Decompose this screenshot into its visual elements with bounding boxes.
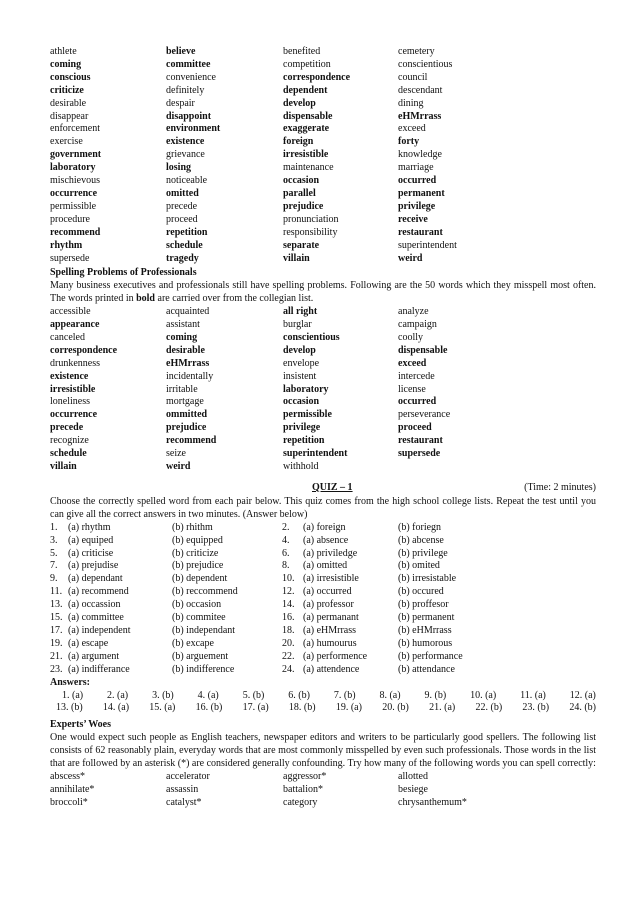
- option-a: (a) performence: [303, 650, 368, 662]
- option-b: (b) omited: [398, 560, 440, 572]
- word-cell: government: [50, 149, 102, 161]
- word-cell: assistant: [166, 319, 200, 331]
- question-number: 9.: [50, 573, 58, 585]
- word-cell: disappear: [50, 110, 89, 122]
- word-cell: mortgage: [166, 396, 204, 408]
- word-cell: tragedy: [166, 252, 199, 264]
- option-a: (a) priviledge: [303, 547, 358, 559]
- word-cell: rhythm: [50, 239, 83, 251]
- word-cell: broccoli*: [50, 796, 88, 808]
- word-list-collegian: [50, 46, 596, 265]
- word-list-professionals: [50, 306, 596, 474]
- word-row: [50, 358, 596, 371]
- word-row: [50, 422, 596, 435]
- word-cell: [398, 461, 596, 474]
- word-list-experts: [50, 771, 596, 810]
- question-number: 14.: [282, 599, 295, 611]
- word-row: [50, 371, 596, 384]
- word-cell: despair: [166, 97, 195, 109]
- option-b: (b) occasion: [172, 599, 222, 611]
- answer-item: 24. (b): [569, 702, 596, 714]
- word-cell: conscious: [50, 71, 91, 83]
- word-cell: drunkenness: [50, 357, 100, 369]
- quiz-row: [50, 638, 596, 651]
- word-row: [50, 435, 596, 448]
- word-cell: procedure: [50, 213, 90, 225]
- word-cell: villain: [50, 461, 77, 472]
- word-row: [50, 306, 596, 319]
- word-cell: develop: [283, 344, 316, 356]
- option-a: (a) occurred: [303, 586, 352, 598]
- word-cell: convenience: [166, 71, 216, 83]
- option-a: (a) irresistible: [303, 573, 359, 585]
- question-number: 6.: [282, 547, 290, 559]
- option-b: (b) humorous: [398, 637, 453, 649]
- word-cell: recommend: [166, 435, 217, 447]
- word-cell: laboratory: [283, 383, 329, 395]
- word-cell: assassin: [166, 783, 199, 795]
- word-cell: weird: [166, 461, 191, 472]
- question-number: 18.: [282, 624, 295, 636]
- option-b: (b) arguement: [172, 650, 229, 662]
- word-cell: losing: [166, 162, 192, 174]
- word-row: [50, 240, 596, 253]
- word-cell: prejudice: [166, 422, 207, 434]
- quiz-row: [50, 612, 596, 625]
- question-number: 11.: [50, 586, 63, 598]
- question-number: 3.: [50, 534, 58, 546]
- quiz-row: [50, 573, 596, 586]
- word-cell: withhold: [283, 461, 319, 472]
- answer-item: 9. (b): [424, 689, 447, 701]
- answer-item: 10. (a): [470, 689, 497, 701]
- question-number: 7.: [50, 560, 58, 572]
- word-cell: abscess*: [50, 770, 85, 782]
- option-a: (a) absence: [303, 534, 349, 546]
- option-a: (a) eHMrrass: [303, 624, 357, 636]
- option-b: (b) foriegn: [398, 521, 442, 533]
- word-cell: restaurant: [398, 226, 443, 238]
- word-row: [50, 797, 596, 810]
- option-a: (a) argument: [68, 650, 120, 662]
- word-row: [50, 72, 596, 85]
- word-row: [50, 201, 596, 214]
- word-row: [50, 175, 596, 188]
- word-row: [50, 396, 596, 409]
- word-cell: incidentally: [166, 370, 214, 382]
- word-cell: irresistible: [50, 383, 96, 395]
- quiz-title: QUIZ – 1: [312, 481, 353, 493]
- answers-row-2: [50, 702, 596, 715]
- section-heading-experts: Experts’ Woes: [50, 719, 112, 731]
- option-b: (b) privilege: [398, 547, 448, 559]
- word-cell: exceed: [398, 123, 426, 135]
- word-cell: besiege: [398, 783, 428, 795]
- option-b: (b) eHMrrass: [398, 624, 452, 636]
- option-b: (b) prejudice: [172, 560, 224, 572]
- word-cell: intercede: [398, 370, 435, 382]
- word-cell: precede: [166, 200, 198, 212]
- option-b: (b) proffesor: [398, 599, 449, 611]
- word-cell: receive: [398, 213, 428, 225]
- option-a: (a) committee: [68, 612, 124, 624]
- word-cell: annihilate*: [50, 783, 95, 795]
- word-cell: knowledge: [398, 149, 442, 161]
- word-row: [50, 771, 596, 784]
- section-paragraph-professionals: Many business executives and professionals still have spelling problems. Following are the 50 words which they misspell most often. The words printed in bold are carried over from the collegian list.: [50, 280, 596, 305]
- quiz-row: [50, 586, 596, 599]
- word-cell: ommitted: [166, 409, 208, 421]
- word-row: [50, 111, 596, 124]
- word-row: [50, 136, 596, 149]
- word-cell: existence: [166, 136, 205, 148]
- word-row: [50, 461, 596, 474]
- option-b: (b) abcense: [398, 534, 444, 546]
- word-cell: aggressor*: [283, 770, 327, 782]
- word-cell: schedule: [166, 239, 203, 251]
- question-number: 16.: [282, 612, 295, 624]
- answers-row-1: [50, 690, 596, 703]
- word-cell: accessible: [50, 306, 91, 318]
- option-a: (a) independent: [68, 624, 131, 636]
- option-a: (a) rhythm: [68, 521, 111, 533]
- question-number: 1.: [50, 521, 58, 533]
- word-cell: burglar: [283, 319, 312, 331]
- word-cell: license: [398, 383, 426, 395]
- answer-item: 17. (a): [242, 702, 269, 714]
- answer-item: 7. (b): [333, 689, 356, 701]
- word-row: [50, 784, 596, 797]
- word-cell: believe: [166, 46, 196, 57]
- option-a: (a) omitted: [303, 560, 348, 572]
- question-number: 21.: [50, 650, 63, 662]
- word-cell: descendant: [398, 84, 443, 96]
- option-b: (b) irresistable: [398, 573, 457, 585]
- word-cell: permissible: [50, 200, 97, 212]
- word-cell: coming: [50, 58, 82, 70]
- word-cell: occasion: [283, 396, 320, 408]
- word-cell: irresistible: [283, 149, 329, 161]
- word-cell: develop: [283, 97, 316, 109]
- word-cell: mischievous: [50, 175, 100, 187]
- word-cell: proceed: [398, 422, 432, 434]
- answer-item: 18. (b): [288, 702, 316, 714]
- word-cell: maintenance: [283, 162, 334, 174]
- word-cell: superintendent: [283, 448, 348, 460]
- word-cell: correspondence: [50, 344, 118, 356]
- word-cell: correspondence: [283, 71, 351, 83]
- word-row: [50, 448, 596, 461]
- word-cell: permanent: [398, 187, 445, 199]
- quiz-row: [50, 599, 596, 612]
- option-a: (a) equiped: [68, 534, 114, 546]
- quiz-header: [50, 482, 596, 496]
- word-cell: battalion*: [283, 783, 323, 795]
- word-cell: schedule: [50, 448, 87, 460]
- option-b: (b) indifference: [172, 663, 235, 675]
- word-row: [50, 214, 596, 227]
- word-cell: occurrence: [50, 187, 98, 199]
- option-b: (b) commitee: [172, 612, 226, 624]
- option-b: (b) dependent: [172, 573, 228, 585]
- word-cell: recognize: [50, 435, 89, 447]
- word-cell: precede: [50, 422, 84, 434]
- word-row: [50, 409, 596, 422]
- option-a: (a) escape: [68, 637, 109, 649]
- quiz-row: [50, 651, 596, 664]
- word-cell: separate: [283, 239, 320, 251]
- answer-item: 8. (a): [379, 689, 401, 701]
- answer-item: 13. (b): [56, 702, 83, 714]
- word-row: [50, 123, 596, 136]
- word-cell: repetition: [166, 226, 208, 238]
- section-paragraph-experts: One would expect such people as English teachers, newspaper editors and writers to be particularly good spellers. The following list consists of 62 reasonably plain, everyday words that are most commonly misspelled by even such professionals. Those words in the list that are followed by an asterisk (*) are considered generally confounding. Try how many of the following words you can spell correctly:: [50, 732, 596, 770]
- answer-item: 12. (a): [569, 689, 596, 701]
- question-number: 17.: [50, 624, 63, 636]
- word-cell: supersede: [50, 252, 90, 264]
- word-row: [50, 59, 596, 72]
- word-cell: eHMrrass: [398, 110, 442, 122]
- option-b: (b) excape: [172, 637, 214, 649]
- word-cell: definitely: [166, 84, 205, 96]
- answer-item: 19. (a): [335, 702, 362, 714]
- word-cell: criticize: [50, 84, 84, 96]
- word-cell: exceed: [398, 357, 427, 369]
- word-cell: committee: [166, 58, 211, 70]
- question-number: 8.: [282, 560, 290, 572]
- option-b: (b) equipped: [172, 534, 223, 546]
- answer-item: 15. (a): [149, 702, 176, 714]
- word-cell: envelope: [283, 357, 320, 369]
- question-number: 12.: [282, 586, 295, 598]
- word-cell: canceled: [50, 331, 85, 343]
- word-row: [50, 46, 596, 59]
- word-cell: marriage: [398, 162, 434, 174]
- word-cell: acquainted: [166, 306, 210, 318]
- word-cell: dependent: [283, 84, 328, 96]
- answer-item: 5. (b): [242, 689, 265, 701]
- word-cell: occurrence: [50, 409, 98, 421]
- word-cell: privilege: [398, 200, 436, 212]
- word-cell: loneliness: [50, 396, 90, 408]
- word-row: [50, 345, 596, 358]
- word-cell: weird: [398, 252, 423, 264]
- option-b: (b) occured: [398, 586, 444, 598]
- word-cell: all right: [283, 306, 318, 318]
- word-cell: category: [283, 796, 318, 808]
- word-cell: catalyst*: [166, 796, 202, 808]
- word-cell: recommend: [50, 226, 101, 238]
- word-cell: cemetery: [398, 46, 435, 57]
- word-cell: campaign: [398, 319, 437, 331]
- question-number: 5.: [50, 547, 58, 559]
- answer-item: 4. (a): [197, 689, 219, 701]
- word-cell: athlete: [50, 46, 77, 57]
- word-cell: exercise: [50, 136, 83, 148]
- word-cell: superintendent: [398, 239, 457, 251]
- option-a: (a) indifferance: [68, 663, 130, 675]
- word-cell: dining: [398, 97, 424, 109]
- option-b: (b) independant: [172, 624, 236, 636]
- word-cell: villain: [283, 252, 310, 264]
- option-b: (b) reccommend: [172, 586, 238, 598]
- quiz-questions: [50, 522, 596, 677]
- answer-item: 20. (b): [382, 702, 409, 714]
- quiz-row: [50, 522, 596, 535]
- option-a: (a) recommend: [68, 586, 129, 598]
- question-number: 20.: [282, 637, 295, 649]
- word-row: [50, 149, 596, 162]
- word-cell: laboratory: [50, 162, 96, 174]
- word-row: [50, 332, 596, 345]
- word-cell: dispensable: [283, 110, 333, 122]
- word-cell: desirable: [166, 344, 205, 356]
- word-cell: benefited: [283, 46, 321, 57]
- word-row: [50, 384, 596, 397]
- word-cell: accelerator: [166, 770, 210, 782]
- word-cell: proceed: [166, 213, 198, 225]
- question-number: 22.: [282, 650, 295, 662]
- option-a: (a) prejudise: [68, 560, 119, 572]
- word-cell: chrysanthemum*: [398, 796, 467, 808]
- question-number: 19.: [50, 637, 63, 649]
- word-cell: environment: [166, 123, 221, 135]
- answer-item: 22. (b): [475, 702, 503, 714]
- option-b: (b) performance: [398, 650, 463, 662]
- word-cell: conscientious: [283, 331, 340, 343]
- word-cell: omitted: [166, 187, 199, 199]
- option-a: (a) humourus: [303, 637, 357, 649]
- answer-item: 11. (a): [520, 689, 546, 701]
- word-row: [50, 98, 596, 111]
- word-cell: responsibility: [283, 226, 338, 238]
- quiz-row: [50, 625, 596, 638]
- word-cell: coolly: [398, 331, 423, 343]
- option-a: (a) permanant: [303, 612, 359, 624]
- word-cell: conscientious: [398, 58, 453, 70]
- question-number: 10.: [282, 573, 295, 585]
- word-cell: pronunciation: [283, 213, 339, 225]
- answer-item: 3. (b): [152, 689, 174, 701]
- word-cell: disappoint: [166, 110, 212, 122]
- word-cell: desirable: [50, 97, 87, 109]
- quiz-row: [50, 548, 596, 561]
- word-cell: council: [398, 71, 428, 83]
- answer-item: 14. (a): [102, 702, 130, 714]
- question-number: 13.: [50, 599, 63, 611]
- word-cell: supersede: [398, 448, 441, 460]
- option-a: (a) attendence: [303, 663, 360, 675]
- answer-item: 21. (a): [429, 702, 456, 714]
- quiz-time-limit: (Time: 2 minutes): [524, 481, 596, 493]
- quiz-instructions: Choose the correctly spelled word from each pair below. This quiz comes from the high school college lists. Repeat the test until you can give all the correct answers in two minutes. (Answer below): [50, 495, 596, 520]
- word-cell: analyze: [398, 306, 429, 318]
- word-cell: seize: [166, 448, 186, 460]
- section-heading-professionals: Spelling Problems of Professionals: [50, 267, 197, 279]
- word-cell: existence: [50, 370, 89, 382]
- word-row: [50, 188, 596, 201]
- answer-item: 1. (a): [62, 689, 84, 701]
- word-cell: irritable: [166, 383, 198, 395]
- quiz-row: [50, 560, 596, 573]
- word-cell: occasion: [283, 175, 320, 187]
- word-cell: occurred: [398, 396, 437, 408]
- word-cell: allotted: [398, 770, 428, 782]
- word-cell: dispensable: [398, 344, 448, 356]
- option-a: (a) professor: [303, 599, 354, 611]
- option-a: (a) dependant: [68, 573, 123, 585]
- option-b: (b) attendance: [398, 663, 455, 675]
- word-row: [50, 85, 596, 98]
- word-cell: competition: [283, 58, 331, 70]
- word-cell: restaurant: [398, 435, 443, 447]
- answer-item: 23. (b): [522, 702, 550, 714]
- word-cell: forty: [398, 136, 420, 148]
- option-a: (a) criticise: [68, 547, 114, 559]
- option-b: (b) rhithm: [172, 521, 213, 533]
- word-cell: grievance: [166, 149, 205, 161]
- word-row: [50, 162, 596, 175]
- option-a: (a) occassion: [68, 599, 121, 611]
- word-cell: occurred: [398, 175, 437, 187]
- word-cell: appearance: [50, 319, 100, 331]
- word-cell: perseverance: [398, 409, 451, 421]
- word-cell: eHMrrass: [166, 357, 210, 369]
- question-number: 2.: [282, 521, 290, 533]
- word-row: [50, 253, 596, 266]
- question-number: 24.: [282, 663, 295, 675]
- word-cell: permissible: [283, 409, 332, 421]
- option-b: (b) criticize: [172, 547, 219, 559]
- word-cell: coming: [166, 331, 198, 343]
- answers-label: Answers:: [50, 676, 90, 688]
- quiz-row: [50, 535, 596, 548]
- question-number: 23.: [50, 663, 63, 675]
- word-cell: prejudice: [283, 200, 324, 212]
- word-row: [50, 227, 596, 240]
- word-cell: repetition: [283, 435, 325, 447]
- quiz-row: [50, 664, 596, 677]
- word-cell: privilege: [283, 422, 321, 434]
- option-a: (a) foreign: [303, 521, 346, 533]
- word-cell: parallel: [283, 187, 316, 199]
- word-cell: insistent: [283, 370, 317, 382]
- word-cell: noticeable: [166, 175, 208, 187]
- question-number: 15.: [50, 612, 63, 624]
- word-cell: enforcement: [50, 123, 100, 135]
- word-cell: exaggerate: [283, 123, 330, 135]
- question-number: 4.: [282, 534, 290, 546]
- word-cell: foreign: [283, 136, 314, 148]
- word-row: [50, 319, 596, 332]
- option-b: (b) permanent: [398, 612, 455, 624]
- answer-item: 2. (a): [107, 689, 129, 701]
- answer-item: 6. (b): [288, 689, 310, 701]
- answer-item: 16. (b): [195, 702, 223, 714]
